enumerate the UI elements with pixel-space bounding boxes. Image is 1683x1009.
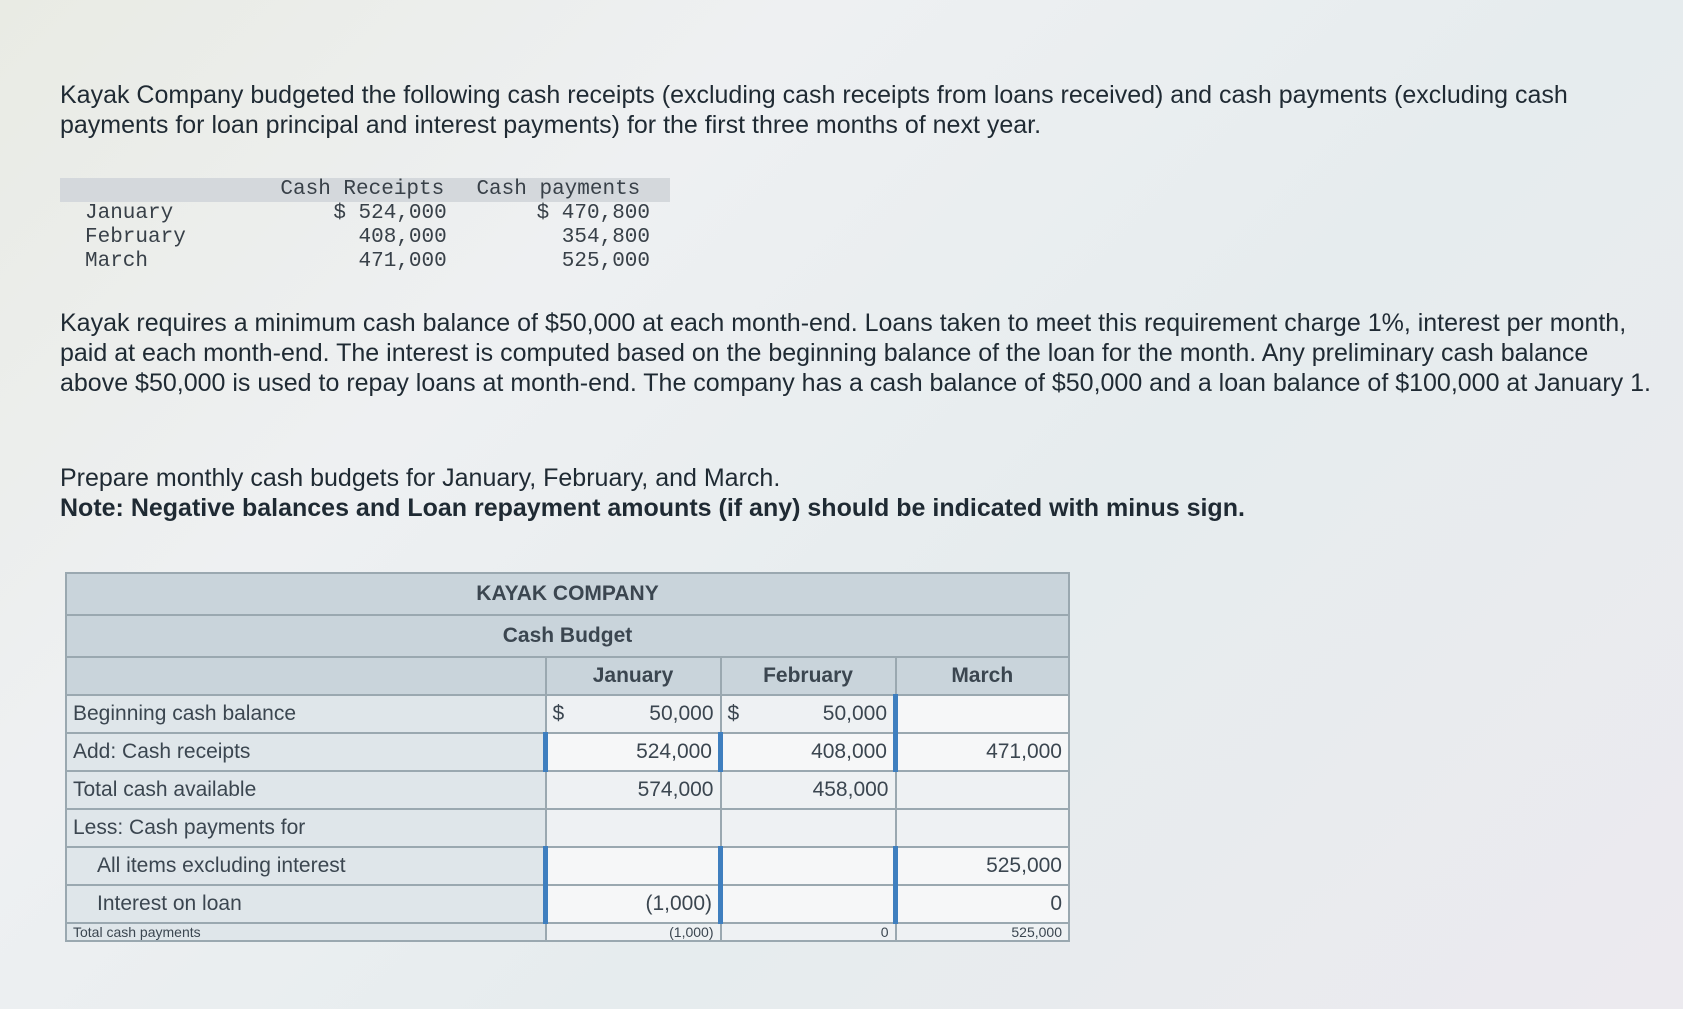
january-receipts-input[interactable]: 524,000 [546, 733, 721, 771]
february-total-payments: 0 [721, 923, 896, 941]
march-receipts-input[interactable]: 471,000 [896, 733, 1070, 771]
budget-data-header [60, 178, 670, 202]
table-row: January $ 524,000 $ 470,800 [85, 202, 651, 225]
row-label: Add: Cash receipts [66, 733, 546, 771]
row-label: Total cash payments [66, 923, 546, 941]
column-january: January [546, 657, 721, 695]
column-february: February [721, 657, 896, 695]
february-beginning-cash: $ 50,000 [721, 695, 896, 733]
january-total-payments: (1,000) [546, 923, 721, 941]
task-text: Prepare monthly cash budgets for January, February, and March. [60, 464, 781, 492]
january-payments-input[interactable] [546, 847, 721, 885]
march-total-available [896, 771, 1070, 809]
march-payments-input[interactable]: 525,000 [896, 847, 1070, 885]
row-label: Total cash available [66, 771, 546, 809]
table-row [66, 923, 1069, 941]
receipts-header: Cash Receipts [280, 178, 445, 201]
march-beginning-cash-input[interactable] [896, 695, 1070, 733]
table-row: March 471,000 525,000 [85, 250, 651, 273]
january-interest-input[interactable]: (1,000) [546, 885, 721, 923]
intro-text: Kayak Company budgeted the following cash receipts (excluding cash receipts from loans received) and cash payments (excluding cash payments for loan principal and interest payments) for the first three months of next year. [60, 81, 1568, 139]
january-total-available: 574,000 [546, 771, 721, 809]
row-label: All items excluding interest [66, 847, 546, 885]
budget-title: Cash Budget [66, 615, 1069, 657]
row-label: Beginning cash balance [66, 695, 546, 733]
cash-budget-table [65, 572, 1070, 942]
february-total-available: 458,000 [721, 771, 896, 809]
table-row [66, 809, 1069, 847]
table-row [66, 771, 1069, 809]
table-row [66, 885, 1069, 923]
march-interest-input[interactable]: 0 [896, 885, 1070, 923]
row-label: Less: Cash payments for [66, 809, 546, 847]
column-march: March [896, 657, 1070, 695]
table-row: February 408,000 354,800 [85, 226, 651, 249]
march-total-payments: 525,000 [896, 923, 1070, 941]
table-row [66, 695, 1069, 733]
task-instructions [60, 463, 1560, 523]
february-payments-input[interactable] [721, 847, 896, 885]
payments-header: Cash payments [476, 178, 641, 201]
table-row [66, 733, 1069, 771]
table-row [66, 847, 1069, 885]
budget-data-table [60, 178, 670, 274]
task-note: Note: Negative balances and Loan repayment amounts (if any) should be indicated with minus sign. [60, 494, 1245, 522]
row-label: Interest on loan [66, 885, 546, 923]
february-receipts-input[interactable]: 408,000 [721, 733, 896, 771]
requirements-text: Kayak requires a minimum cash balance of $50,000 at each month-end. Loans taken to meet this requirement charge 1%, interest per month, paid at each month-end. The interest is computed based on the beginning balance of the loan for the month. Any preliminary cash balance above $50,000 is used to repay loans at month-end. The company has a cash balance of $50,000 and a loan balance of $100,000 at January 1. [60, 309, 1651, 397]
january-beginning-cash: $ 50,000 [546, 695, 721, 733]
company-name: KAYAK COMPANY [66, 573, 1069, 615]
february-interest-input[interactable] [721, 885, 896, 923]
